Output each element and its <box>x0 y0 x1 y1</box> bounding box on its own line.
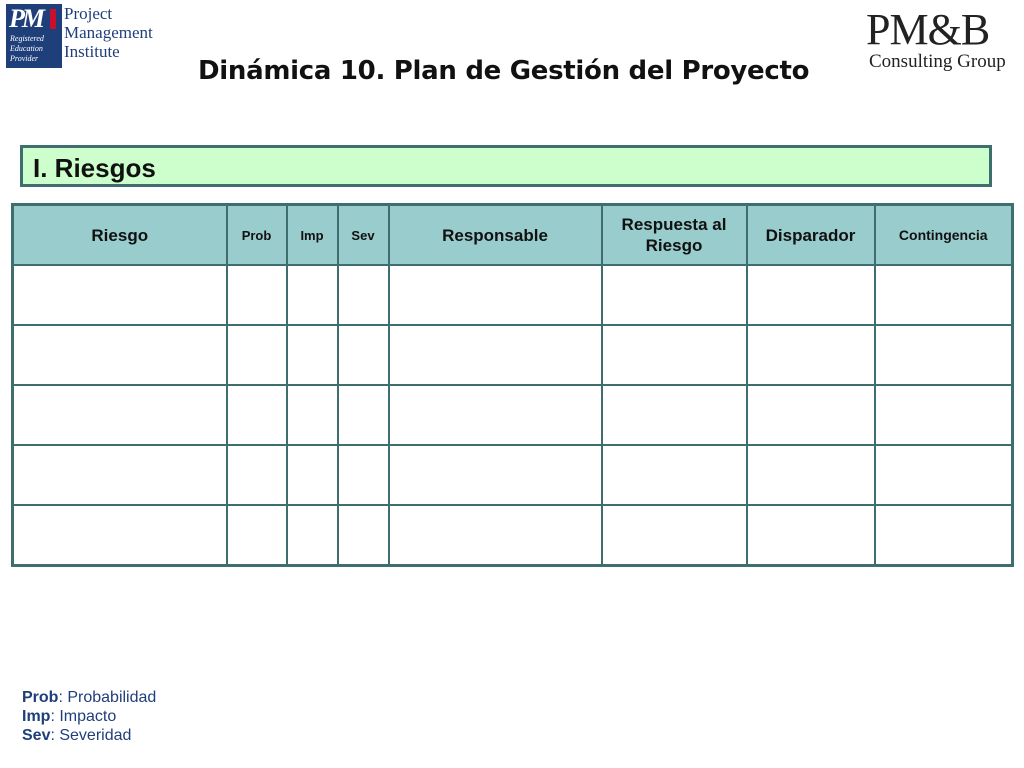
table-cell[interactable] <box>227 385 287 445</box>
legend-item <box>22 726 156 745</box>
risk-table <box>11 203 1014 567</box>
table-cell[interactable] <box>875 505 1013 566</box>
legend-item <box>22 707 156 726</box>
pmi-logo-sub-line: Registered <box>10 34 44 43</box>
table-cell[interactable] <box>287 265 338 325</box>
pmi-logo-mark-text: PM <box>9 4 42 33</box>
table-row <box>13 325 1013 385</box>
legend-text: : Impacto <box>50 708 117 725</box>
table-cell[interactable] <box>338 385 389 445</box>
pmi-logo-mark <box>6 4 62 68</box>
table-cell[interactable] <box>747 265 875 325</box>
section-title: I. Riesgos <box>33 153 156 183</box>
table-cell[interactable] <box>287 385 338 445</box>
pmi-logo-sub-line: Education <box>10 44 43 53</box>
pmi-logo-word: Management <box>64 23 153 42</box>
table-cell[interactable] <box>747 325 875 385</box>
legend-abbr: Prob <box>22 689 59 706</box>
table-row <box>13 445 1013 505</box>
table-cell[interactable] <box>13 385 227 445</box>
table-cell[interactable] <box>338 265 389 325</box>
table-cell[interactable] <box>875 385 1013 445</box>
table-cell[interactable] <box>875 325 1013 385</box>
pmi-logo-word: Project <box>64 4 113 23</box>
table-cell[interactable] <box>287 445 338 505</box>
table-cell[interactable] <box>602 445 747 505</box>
table-cell[interactable] <box>227 505 287 566</box>
section-bar <box>20 145 992 187</box>
pmi-logo-red-accent <box>50 9 56 29</box>
legend-abbr: Imp <box>22 708 51 725</box>
column-header-responsable: Responsable <box>389 205 602 266</box>
table-cell[interactable] <box>747 505 875 566</box>
legend-item <box>22 688 156 707</box>
table-cell[interactable] <box>13 325 227 385</box>
table-row <box>13 265 1013 325</box>
column-header-sev: Sev <box>338 205 389 266</box>
table-header-row <box>13 205 1013 266</box>
legend-text: : Probabilidad <box>58 689 157 706</box>
table-cell[interactable] <box>287 325 338 385</box>
table-cell[interactable] <box>338 325 389 385</box>
table-cell[interactable] <box>13 505 227 566</box>
legend-abbr: Sev <box>22 727 51 744</box>
table-cell[interactable] <box>338 505 389 566</box>
table-row <box>13 505 1013 566</box>
table-cell[interactable] <box>875 445 1013 505</box>
pmb-logo <box>866 5 1016 72</box>
table-cell[interactable] <box>602 325 747 385</box>
pmi-logo <box>6 4 153 68</box>
column-header-disparador: Disparador <box>747 205 875 266</box>
table-cell[interactable] <box>389 325 602 385</box>
table-cell[interactable] <box>338 445 389 505</box>
table-cell[interactable] <box>227 445 287 505</box>
table-cell[interactable] <box>602 505 747 566</box>
table-cell[interactable] <box>389 505 602 566</box>
table-cell[interactable] <box>389 265 602 325</box>
column-header-respuesta: Respuesta al Riesgo <box>602 205 747 266</box>
column-header-prob: Prob <box>227 205 287 266</box>
column-header-riesgo: Riesgo <box>13 205 227 266</box>
table-cell[interactable] <box>602 385 747 445</box>
table-cell[interactable] <box>389 445 602 505</box>
table-cell[interactable] <box>602 265 747 325</box>
legend <box>22 688 156 745</box>
table-cell[interactable] <box>389 385 602 445</box>
pmi-logo-sub-line: Provider <box>10 54 39 63</box>
table-cell[interactable] <box>227 325 287 385</box>
table-row <box>13 385 1013 445</box>
column-header-imp: Imp <box>287 205 338 266</box>
pmi-logo-word: Institute <box>64 42 120 61</box>
table-cell[interactable] <box>747 385 875 445</box>
pmi-logo-wordmark <box>64 4 153 61</box>
pmb-logo-name: PM&B <box>866 5 990 54</box>
pmb-logo-subtitle: Consulting Group <box>869 51 1006 72</box>
table-cell[interactable] <box>227 265 287 325</box>
column-header-contingencia: Contingencia <box>875 205 1013 266</box>
page-title: Dinámica 10. Plan de Gestión del Proyecto <box>198 56 810 86</box>
table-cell[interactable] <box>875 265 1013 325</box>
legend-text: : Severidad <box>50 727 132 744</box>
table-cell[interactable] <box>747 445 875 505</box>
table-cell[interactable] <box>13 265 227 325</box>
table-cell[interactable] <box>13 445 227 505</box>
table-cell[interactable] <box>287 505 338 566</box>
